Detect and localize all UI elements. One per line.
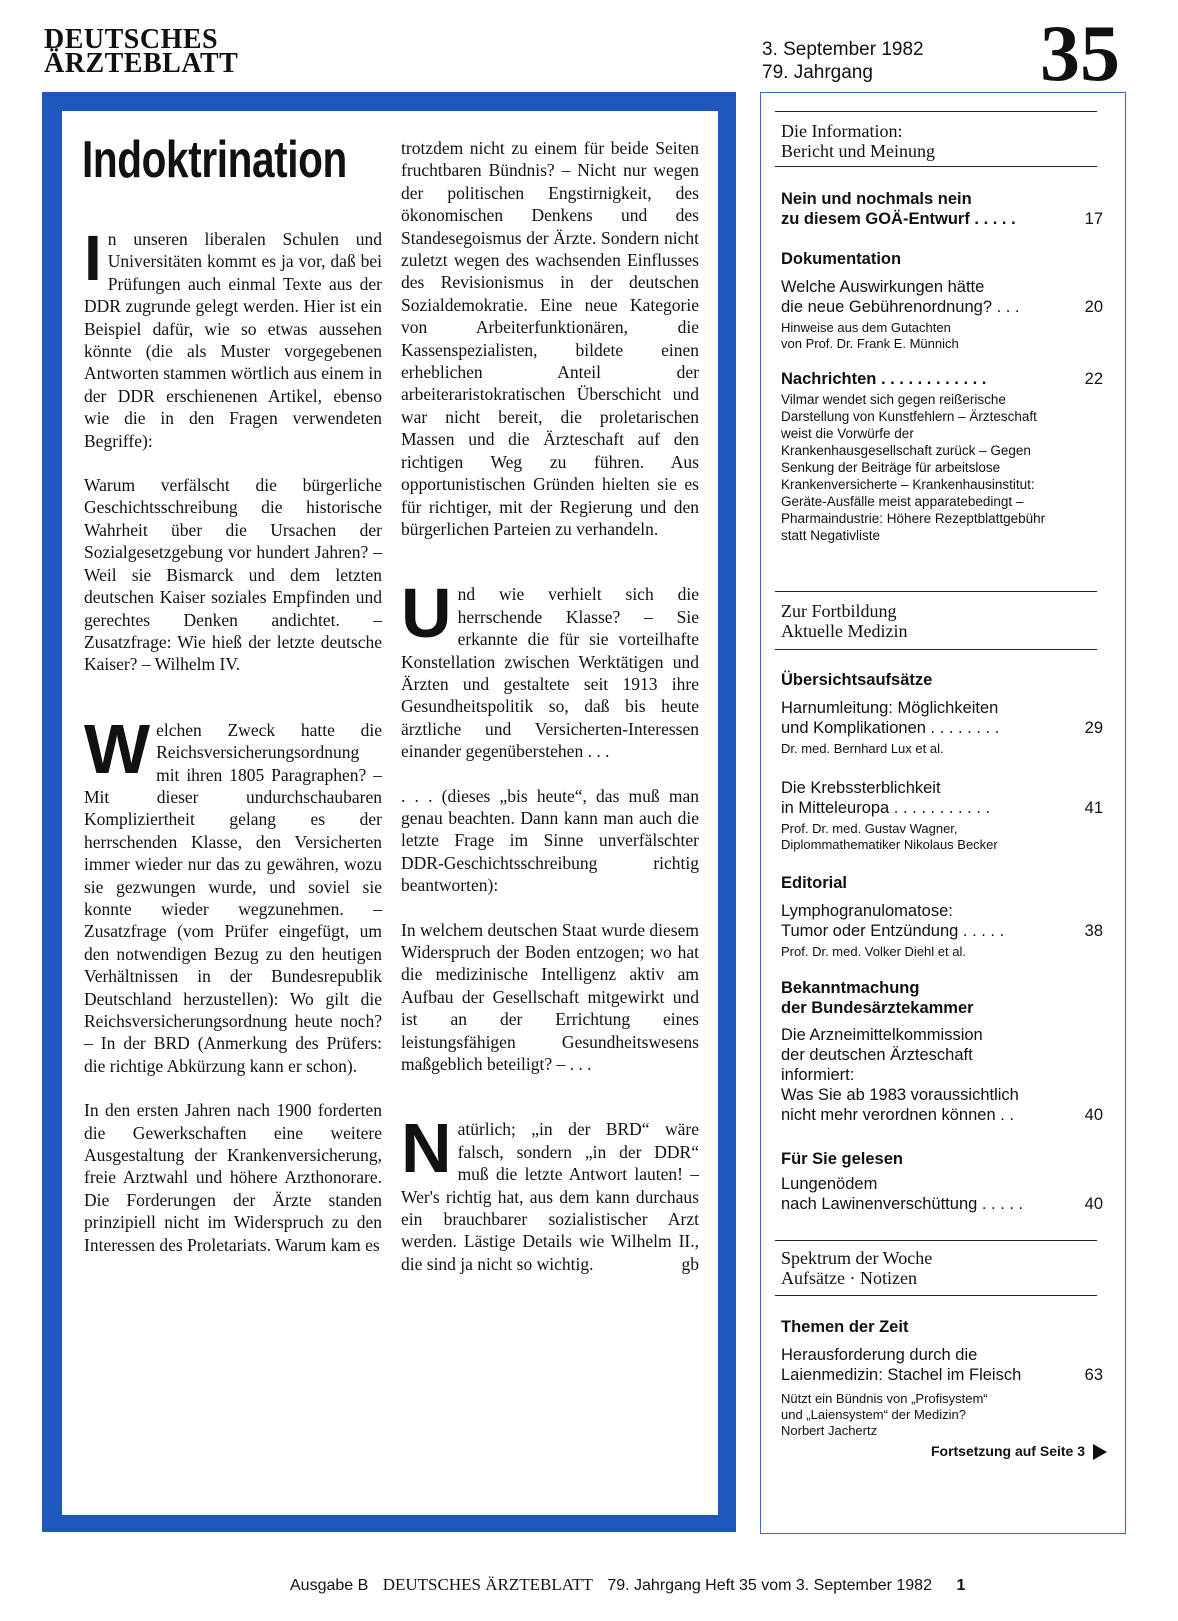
entry-note: Prof. Dr. med. Volker Diehl et al. xyxy=(781,944,966,959)
note-line: Prof. Dr. med. Gustav Wagner, xyxy=(781,821,958,836)
page-number: 20 xyxy=(1084,298,1103,316)
section-line: Zur Fortbildung xyxy=(781,601,897,621)
article-paragraph xyxy=(401,1109,699,1275)
drop-cap: I xyxy=(84,222,102,294)
entry-line: Nein und nochmals nein xyxy=(781,190,972,208)
page-number: 41 xyxy=(1084,799,1103,817)
entry-note xyxy=(781,1391,1081,1439)
toc-entry-gebuehrenordnung[interactable] xyxy=(781,277,1076,317)
page-number: 40 xyxy=(1084,1106,1103,1124)
article-paragraph xyxy=(84,222,382,452)
article-paragraph xyxy=(401,574,699,762)
footer-magazine: DEUTSCHES ÄRZTEBLATT xyxy=(382,1575,593,1594)
page-number: 17 xyxy=(1084,210,1103,228)
entry-line: Lymphogranulomatose: xyxy=(781,902,953,920)
note-line: Diplommathematiker Nikolaus Becker xyxy=(781,837,998,852)
page-number: 63 xyxy=(1084,1366,1103,1384)
article-paragraph xyxy=(84,709,382,1078)
entry-line: nicht mehr verordnen können . . xyxy=(781,1106,1014,1124)
arrow-right-icon xyxy=(1093,1444,1107,1460)
toc-section-spektrum xyxy=(781,1248,932,1288)
footer-page-number: 1 xyxy=(956,1577,966,1594)
entry-line: Die Krebssterblichkeit xyxy=(781,779,941,797)
issue-info xyxy=(762,38,924,84)
category-line: der Bundesärztekammer xyxy=(781,999,974,1017)
masthead xyxy=(44,24,239,79)
paragraph-text: elchen Zweck hatte die Reichsversicherungsordnung mit ihren 1805 Paragraphen? – Mit dieser undurchschaubaren Kompliziertheit gelang es der herrschenden Klasse, den Versicherten immer wieder nur das zu gewähren, wozu sie gezwungen wurde, und soviel sie konnte wieder wegzunehmen. – Zusatzfrage (vom Prüfer eingefügt, um den notwendigen Bezug zu den heutigen Verhältnissen in der Bundesrepublik Deutschland herzustellen): Wo gilt die Reichsversicherungsordnung heute noch? – In der BRD (Anmerkung des Prüfers: die richtige Abkürzung kann er schon). xyxy=(84,719,382,1076)
article-paragraph: trotzdem nicht zu einem für beide Seiten fruchtbaren Bündnis? – Nicht nur wegen der politischen Engstirnigkeit, des ökonomischen Denkens und des Standesegoismus der Ärzte. Sondern nicht zuletzt wegen des wachsenden Einflusses des Revisionismus in der deutschen Sozialdemokratie. Eine neue Kategorie von Arbeiterfunktionären, die Kassenspezialisten, bildete einen erheblichen Anteil der arbeiteraristokratischen Überschicht und war nicht bereit, die proletarischen Massen und die Ärzteschaft auf den richtigen Weg zu führen. Aus opportunistischen Gründen hielten sie es für richtiger, mit der Regierung und den bürgerlichen Parteien zu verhandeln. xyxy=(401,138,699,539)
divider xyxy=(775,111,1097,112)
paragraph-text: n unseren liberalen Schulen und Universitäten kommt es ja vor, daß bei Prüfungen auch einmal Texte aus der DDR zugrunde gelegt werden. Hier ist ein Beispiel dafür, wie so etwas aussehen könnte (die als Muster vorgegebenen Antworten stammen wörtlich aus einem in der DDR erschienenen Artikel, ebenso wie die in den Fragen verwendeten Begriffe): xyxy=(84,229,382,451)
entry-line: Welche Auswirkungen hätte xyxy=(781,278,985,296)
issue-volume: 79. Jahrgang xyxy=(762,62,873,83)
divider xyxy=(775,649,1097,650)
divider xyxy=(775,1295,1097,1296)
footer-edition: Ausgabe B xyxy=(290,1577,369,1594)
drop-cap: N xyxy=(401,1109,452,1188)
section-line: Die Information: xyxy=(781,121,903,141)
toc-entry-laienmedizin[interactable] xyxy=(781,1345,1076,1385)
toc-category-dokumentation: Dokumentation xyxy=(781,250,902,268)
toc-category-fuer-sie-gelesen: Für Sie gelesen xyxy=(781,1150,903,1168)
entry-line: Was Sie ab 1983 voraussichtlich xyxy=(781,1086,1019,1104)
table-of-contents xyxy=(760,92,1126,1534)
article-paragraph: In den ersten Jahren nach 1900 forderten die Gewerkschaften eine weitere Ausgestaltung der Krankenversicherung, freie Arztwahl und höhere Arzthonorare. Die Forderungen der Ärzte standen prinzipiell nicht im Widerspruch zu den Interessen des Proletariats. Warum kam es xyxy=(84,1100,382,1255)
issue-date: 3. September 1982 xyxy=(762,39,924,60)
article-paragraph: . . . (dieses „bis heute“, das muß man genau beachten. Dann kann man auch die letzte Frage im Sinne unverfälschter DDR-Geschichtsschreibung richtig beantworten): xyxy=(401,785,699,896)
entry-line: in Mitteleuropa . . . . . . . . . . . xyxy=(781,799,991,817)
entry-line: nach Lawinenverschüttung . . . . . xyxy=(781,1195,1024,1213)
author-signature: gb xyxy=(681,1254,699,1275)
toc-section-information xyxy=(781,121,935,161)
article-headline: Indoktrination xyxy=(82,131,347,189)
masthead-line1: DEUTSCHES xyxy=(44,24,219,55)
section-line: Aktuelle Medizin xyxy=(781,621,908,641)
note-line: Hinweise aus dem Gutachten xyxy=(781,320,951,335)
toc-entry-harnumleitung[interactable] xyxy=(781,698,1076,738)
article-paragraph: In welchem deutschen Staat wurde diesem Widerspruch der Boden entzogen; wo hat die medizinische Intelligenz aktiv am Aufbau der Gesellschaft mitgewirkt und ist an der Errichtung eines leistungsfähigen Gesundheitswesens maßgeblich beteiligt? – . . . xyxy=(401,919,699,1075)
divider xyxy=(775,166,1097,167)
note-line: Norbert Jachertz xyxy=(781,1423,878,1438)
note-line: von Prof. Dr. Frank E. Münnich xyxy=(781,336,959,351)
entry-note xyxy=(781,320,1081,352)
toc-category-bekanntmachung xyxy=(781,978,974,1018)
entry-line: zu diesem GOÄ-Entwurf . . . . . xyxy=(781,210,1016,228)
footer-issue: 79. Jahrgang Heft 35 vom 3. September 1982 xyxy=(607,1577,932,1594)
entry-line: Die Arzneimittelkommission xyxy=(781,1026,983,1044)
entry-note: Vilmar wendet sich gegen reißerische Darstellung von Kunstfehlern – Ärzteschaft weist die Vorwürfe der Krankenhausgesellschaft zurück – Gegen Senkung der Beiträge für arbeitslose Krankenversicherte – Krankenhausinstitut: Geräte-Ausfälle meist apparatebedingt – Pharmaindustrie: Höhere Rezeptblattgebühr statt Negativliste xyxy=(781,392,1046,543)
page-number: 22 xyxy=(1084,370,1103,388)
entry-line: Herausforderung durch die xyxy=(781,1346,978,1364)
toc-entry-krebssterblichkeit[interactable] xyxy=(781,778,1076,818)
section-line: Aufsätze · Notizen xyxy=(781,1268,917,1288)
entry-line: informiert: xyxy=(781,1066,855,1084)
category-line: Bekanntmachung xyxy=(781,979,920,997)
entry-note: Dr. med. Bernhard Lux et al. xyxy=(781,741,944,756)
toc-entry-lymphogranulomatose[interactable] xyxy=(781,901,1076,941)
divider xyxy=(775,1240,1097,1241)
toc-entry-goae[interactable] xyxy=(781,189,1076,229)
entry-line: die neue Gebührenordnung? . . . xyxy=(781,298,1020,316)
article-paragraph: Warum verfälscht die bürgerliche Geschichtsschreibung die historische Wahrheit über die Ursachen der Sozialgesetzgebung vor hundert Jahren? – Weil sie Bismarck und dem letzten deutschen Kaiser soziales Empfinden und gerechtes Denken andichtet. – Zusatzfrage: Wie hieß der letzte deutsche Kaiser? – Wilhelm IV. xyxy=(84,475,382,675)
entry-line: der deutschen Ärzteschaft xyxy=(781,1046,973,1064)
continued-link[interactable] xyxy=(931,1442,1107,1460)
toc-entry-arzneimittelkommission[interactable] xyxy=(781,1025,1076,1125)
masthead-line2: ÄRZTEBLATT xyxy=(44,48,239,79)
toc-section-fortbildung xyxy=(781,601,907,641)
toc-entry-nachrichten[interactable]: Nachrichten . . . . . . . . . . . . xyxy=(781,370,987,388)
page-number: 40 xyxy=(1084,1195,1103,1213)
page-number: 38 xyxy=(1084,922,1103,940)
entry-line: und Komplikationen . . . . . . . . xyxy=(781,719,1000,737)
article-column-1 xyxy=(84,222,382,1256)
paragraph-text: nd wie verhielt sich die herrschende Klasse? – Sie erkannte die für sie vorteilhafte Konstellation zwischen Werktätigen und Ärzten und gestaltete seit 1913 ihre Gesundheitspolitik so, daß bis heute ärztliche und Versicherten-Interessen einander gegenüberstehen . . . xyxy=(401,584,699,762)
toc-category-editorial: Editorial xyxy=(781,874,848,892)
section-line: Bericht und Meinung xyxy=(781,141,935,161)
drop-cap: U xyxy=(401,574,452,653)
toc-entry-lungenoedem[interactable] xyxy=(781,1174,1076,1214)
article-column-2 xyxy=(401,137,699,1276)
note-line: und „Laiensystem“ der Medizin? xyxy=(781,1407,966,1422)
entry-line: Laienmedizin: Stachel im Fleisch xyxy=(781,1366,1022,1384)
entry-note xyxy=(781,821,1081,853)
issue-number: 35 xyxy=(1040,10,1120,98)
toc-category-uebersicht: Übersichtsaufsätze xyxy=(781,671,933,689)
section-line: Spektrum der Woche xyxy=(781,1248,933,1268)
page-number: 29 xyxy=(1084,719,1103,737)
drop-cap: W xyxy=(84,709,151,788)
page-footer xyxy=(290,1575,965,1596)
note-line: Nützt ein Bündnis von „Profisystem“ xyxy=(781,1391,988,1406)
continued-label: Fortsetzung auf Seite 3 xyxy=(930,1443,1085,1459)
divider xyxy=(775,591,1097,592)
toc-category-themen-der-zeit: Themen der Zeit xyxy=(781,1318,909,1336)
entry-line: Lungenödem xyxy=(781,1175,878,1193)
entry-line: Tumor oder Entzündung . . . . . xyxy=(781,922,1005,940)
paragraph-text: atürlich; „in der BRD“ wäre falsch, sondern „in der DDR“ muß die letzte Antwort lauten! – Wer's richtig hat, aus dem kann durchaus ein brauchbarer sozialistischer Arzt werden. Lästige Details wie Wilhelm II., die sind ja nicht so wichtig. xyxy=(401,1119,699,1274)
entry-line: Harnumleitung: Möglichkeiten xyxy=(781,699,999,717)
